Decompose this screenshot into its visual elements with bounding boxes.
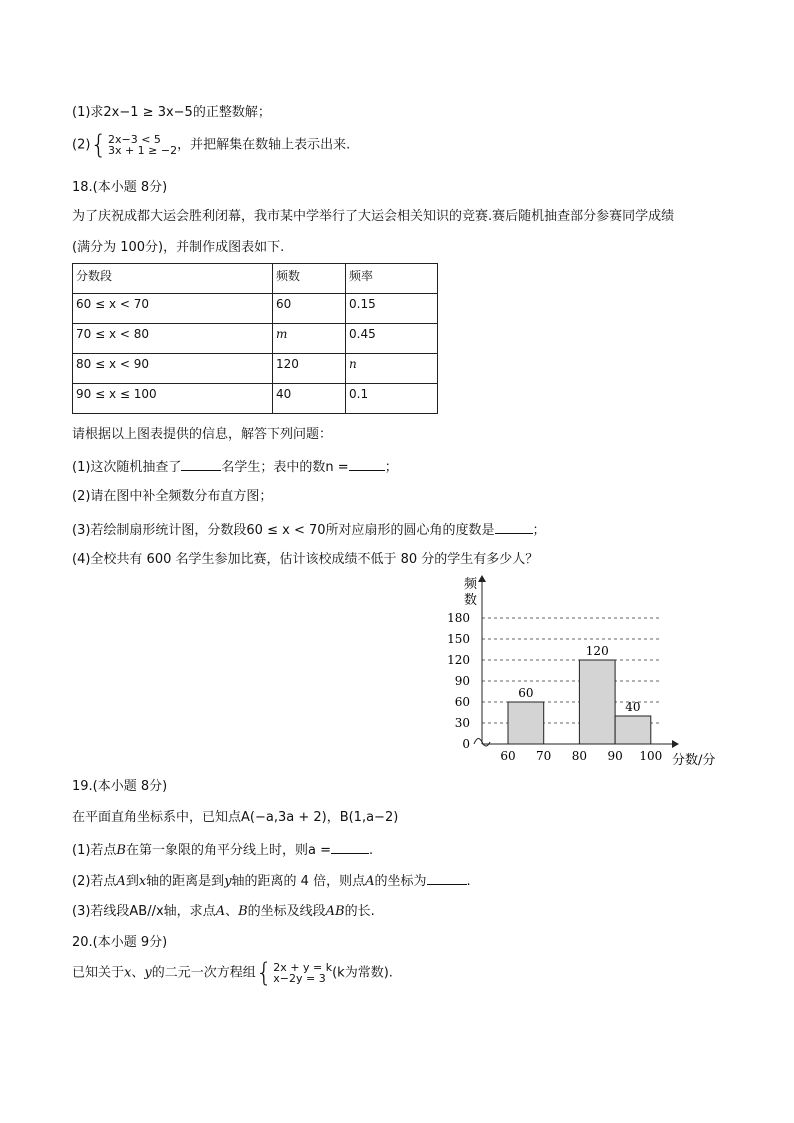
table-cell: 70 ≤ x < 80	[73, 324, 273, 354]
frequency-table	[72, 263, 438, 414]
q19-var: A	[215, 904, 226, 919]
table-cell: n	[346, 354, 438, 384]
histogram-bar	[579, 660, 615, 744]
table-row	[73, 294, 438, 324]
bar-value-label: 120	[585, 644, 609, 658]
q18-prompt: 请根据以上图表提供的信息，解答下列问题：	[72, 427, 333, 442]
q18-part2: (2)请在图中补全频数分布直方图；	[72, 489, 273, 504]
q19-text: 的坐标为	[374, 874, 427, 889]
q19-text: 到	[125, 874, 139, 889]
y-tick-label: 150	[447, 632, 470, 646]
answer-blank[interactable]	[427, 872, 467, 885]
x-tick-label: 60	[500, 749, 516, 763]
q17-part1: (1)求2x−1 ≥ 3x−5的正整数解；	[72, 105, 271, 120]
q18-intro-line2: (满分为 100分)，并制作成图表如下.	[72, 240, 285, 255]
table-cell: 0.1	[346, 384, 438, 414]
histogram-bar	[508, 702, 544, 744]
bar-value-label: 60	[518, 686, 534, 700]
q19-text: .	[466, 874, 471, 889]
q17-system	[90, 130, 178, 160]
q19-var: x	[138, 874, 147, 889]
q19-part2	[72, 872, 471, 890]
q19-var: A	[116, 874, 126, 889]
brace-icon: {	[90, 130, 107, 160]
q20-eq2: x−2y = 3	[273, 972, 326, 985]
q19-part3	[72, 904, 375, 920]
q19-var: y	[224, 874, 232, 889]
q18-part3	[72, 521, 546, 539]
y-tick-label: 30	[454, 716, 470, 730]
y-tick-label: 90	[454, 674, 470, 688]
x-tick-label: 90	[607, 749, 623, 763]
q18-part1	[72, 458, 398, 476]
y-tick-label: 60	[454, 695, 470, 709]
q20-header: 20.(本小题 9分)	[72, 935, 168, 950]
y-axis-label-char: 频	[464, 577, 478, 592]
y-tick-label: 0	[462, 737, 470, 751]
q17-part2-label: (2)	[72, 137, 91, 153]
q19-text: 轴的距离的 4 倍，则点	[231, 874, 366, 889]
q20-var: y	[144, 965, 152, 981]
q19-header: 19.(本小题 8分)	[72, 779, 168, 794]
q19-text: 、	[225, 904, 239, 919]
table-cell: 60 ≤ x < 70	[73, 294, 273, 324]
q19-var: B	[238, 904, 248, 919]
q19-text: (2)若点	[72, 874, 117, 889]
q20-system	[255, 958, 333, 988]
q18-part3-text-b: ；	[532, 523, 546, 538]
q20-text: 已知关于	[72, 965, 125, 981]
answer-blank[interactable]	[495, 521, 533, 534]
table-cell: 40	[273, 384, 346, 414]
q19-text: (1)若点	[72, 843, 117, 858]
q19-var: A	[365, 874, 375, 889]
q18-intro-line1: 为了庆祝成都大运会胜利闭幕，我市某中学举行了大运会相关知识的竞赛.赛后随机抽查部分参赛同学成绩	[72, 209, 675, 224]
y-axis-label-char: 数	[464, 593, 478, 608]
frequency-histogram	[420, 574, 740, 770]
q20-text: 、	[131, 965, 145, 981]
q18-part1-text-c: ；	[384, 460, 398, 475]
q19-text: 的长.	[344, 904, 375, 919]
table-row	[73, 324, 438, 354]
y-tick-label: 120	[447, 653, 470, 667]
table-cell: 60	[273, 294, 346, 324]
table-row	[73, 354, 438, 384]
x-tick-label: 80	[571, 749, 588, 763]
table-header-cell: 频率	[346, 264, 438, 294]
q20-text: 的二元一次方程组	[151, 965, 256, 981]
q17-eq1: 2x−3 < 5	[107, 133, 161, 146]
x-tick-label: 70	[536, 749, 552, 763]
table-cell: 90 ≤ x ≤ 100	[73, 384, 273, 414]
q19-text: 在第一象限的角平分线上时，则a =	[125, 843, 331, 858]
table-cell: 0.15	[346, 294, 438, 324]
brace-icon: {	[255, 958, 273, 988]
table-cell: 80 ≤ x < 90	[73, 354, 273, 384]
table-header-cell: 分数段	[73, 264, 273, 294]
answer-blank[interactable]	[349, 458, 385, 471]
answer-blank[interactable]	[331, 841, 369, 854]
q19-text: .	[368, 843, 374, 858]
q18-part4: (4)全校共有 600 名学生参加比赛，估计该校成绩不低于 80 分的学生有多少人？	[72, 552, 539, 567]
q19-text: (3)若线段AB//x轴，求点	[72, 904, 216, 919]
answer-blank[interactable]	[181, 458, 221, 471]
q19-var: B	[116, 843, 126, 858]
q20-eq1: 2x + y = k	[273, 961, 333, 974]
q18-part1-text-b: 名学生；表中的数n =	[221, 460, 349, 475]
q17-part2-tail: ，并把解集在数轴上表示出来.	[177, 137, 351, 153]
q18-part1-text-a: (1)这次随机抽查了	[72, 460, 182, 475]
y-tick-label: 180	[447, 611, 470, 625]
q17-part2	[72, 130, 351, 160]
bar-value-label: 40	[625, 700, 641, 714]
q19-text: 轴的距离是到	[146, 874, 225, 889]
x-axis-label: 分数/分	[672, 753, 716, 768]
q17-eq2: 3x + 1 ≥ −2	[107, 144, 178, 157]
table-row	[73, 384, 438, 414]
histogram-bar	[615, 716, 651, 744]
q19-part1	[72, 841, 373, 859]
table-header-row	[73, 264, 438, 294]
q20-intro	[72, 958, 393, 988]
table-cell: m	[273, 324, 346, 354]
q18-part3-text-a: (3)若绘制扇形统计图，分数段60 ≤ x < 70所对应扇形的圆心角的度数是	[72, 523, 495, 538]
q20-var: x	[124, 965, 132, 981]
q19-intro: 在平面直角坐标系中，已知点A(−a,3a + 2)，B(1,a−2)	[72, 810, 399, 825]
table-cell: 0.45	[346, 324, 438, 354]
q18-header: 18.(本小题 8分)	[72, 180, 168, 195]
x-tick-label: 100	[639, 749, 663, 763]
q19-text: 的坐标及线段	[247, 904, 326, 919]
table-cell: 120	[273, 354, 346, 384]
q19-var: AB	[325, 904, 345, 919]
table-header-cell: 频数	[273, 264, 346, 294]
q20-text: (k为常数).	[332, 965, 393, 981]
